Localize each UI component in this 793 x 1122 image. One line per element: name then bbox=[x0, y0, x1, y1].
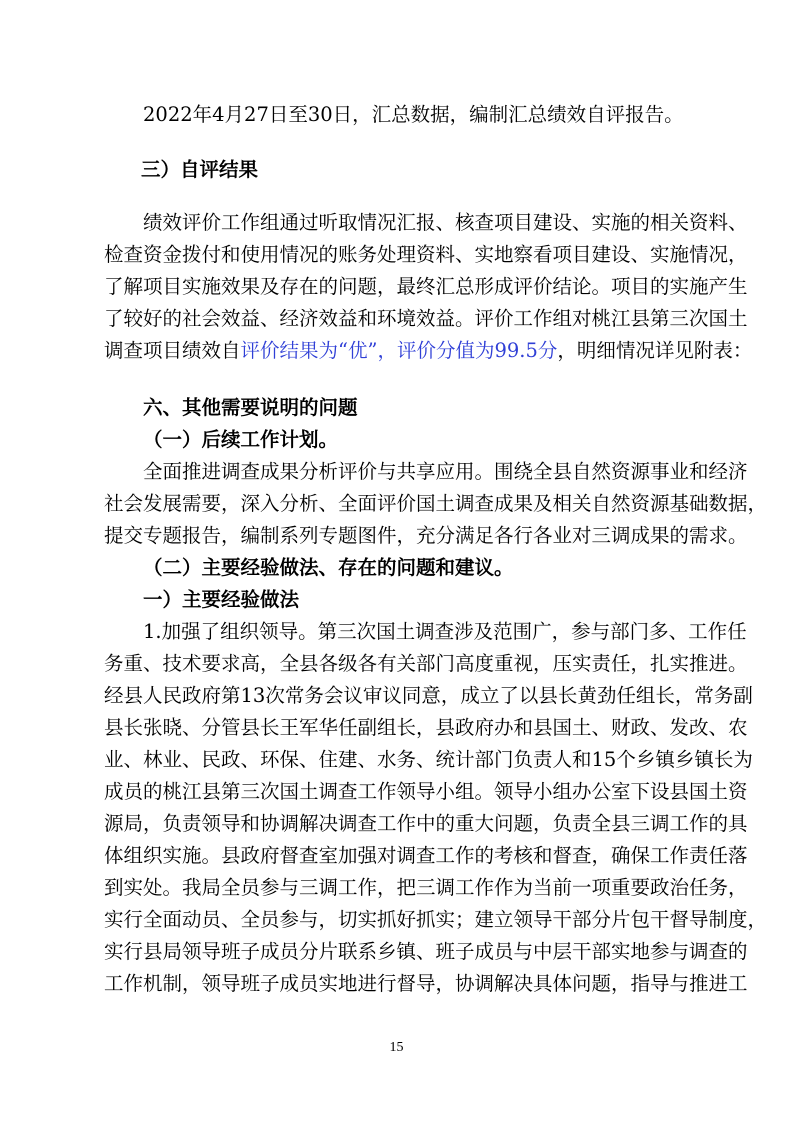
paragraph-line: 县长张晓、分管县长王军华任副组长，县政府办和县国土、财政、发改、农 bbox=[104, 716, 748, 739]
paragraph-line: 工作机制，领导班子成员实地进行督导，协调解决具体问题，指导与推进工 bbox=[104, 972, 748, 995]
evaluation-result-highlight: 评价结果为“优”，评价分值为99.5分 bbox=[240, 339, 558, 362]
page-number: 15 bbox=[389, 1040, 404, 1055]
line-text-pre: 调查项目绩效自 bbox=[104, 339, 241, 362]
paragraph-line: 成员的桃江县第三次国土调查工作领导小组。领导小组办公室下设县国土资 bbox=[104, 780, 748, 803]
paragraph-line: 2022年4月27日至30日，汇总数据，编制汇总绩效自评报告。 bbox=[143, 103, 684, 126]
paragraph-line: 体组织实施。县政府督查室加强对调查工作的考核和督查，确保工作责任落 bbox=[104, 844, 748, 867]
subsection-heading: 一）主要经验做法 bbox=[143, 588, 300, 611]
paragraph-line: 了较好的社会效益、经济效益和环境效益。评价工作组对桃江县第三次国土 bbox=[104, 307, 748, 330]
paragraph-line: 了解项目实施效果及存在的问题，最终汇总形成评价结论。项目的实施产生 bbox=[104, 275, 748, 298]
section-heading: 六、其他需要说明的问题 bbox=[143, 396, 358, 419]
paragraph-line: 业、林业、民政、环保、住建、水务、统计部门负责人和15个乡镇乡镇长为 bbox=[104, 748, 753, 771]
paragraph-line: 实行全面动员、全员参与，切实抓好抓实；建立领导干部分片包干督导制度， bbox=[104, 908, 768, 931]
section-heading: 三）自评结果 bbox=[141, 158, 259, 181]
paragraph-line: 务重、技术要求高，全县各级各有关部门高度重视，压实责任，扎实推进。 bbox=[104, 652, 748, 675]
paragraph-line: 全面推进调查成果分析评价与共享应用。围绕全县自然资源事业和经济 bbox=[143, 460, 748, 483]
paragraph-line: 绩效评价工作组通过听取情况汇报、核查项目建设、实施的相关资料、 bbox=[143, 211, 748, 234]
paragraph-line: 检查资金拨付和使用情况的账务处理资料、实地察看项目建设、实施情况， bbox=[104, 243, 748, 266]
subsection-heading: （一）后续工作计划。 bbox=[143, 428, 339, 451]
paragraph-line: 源局，负责领导和协调解决调查工作中的重大问题，负责全县三调工作的具 bbox=[104, 812, 748, 835]
paragraph-line-highlighted bbox=[104, 336, 753, 366]
paragraph-line: 提交专题报告，编制系列专题图件，充分满足各行各业对三调成果的需求。 bbox=[104, 524, 748, 547]
line-text-post: ，明细情况详见附表： bbox=[557, 339, 753, 362]
paragraph-line: 经县人民政府第13次常务会议审议同意，成立了以县长黄劲任组长，常务副 bbox=[104, 684, 753, 707]
paragraph-line: 社会发展需要，深入分析、全面评价国土调查成果及相关自然资源基础数据， bbox=[104, 492, 768, 515]
paragraph-line: 1.加强了组织领导。第三次国土调查涉及范围广，参与部门多、工作任 bbox=[143, 620, 747, 643]
subsection-heading: （二）主要经验做法、存在的问题和建议。 bbox=[143, 556, 514, 579]
paragraph-line: 到实处。我局全员参与三调工作，把三调工作作为当前一项重要政治任务， bbox=[104, 876, 748, 899]
paragraph-line: 实行县局领导班子成员分片联系乡镇、班子成员与中层干部实地参与调查的 bbox=[104, 940, 748, 963]
